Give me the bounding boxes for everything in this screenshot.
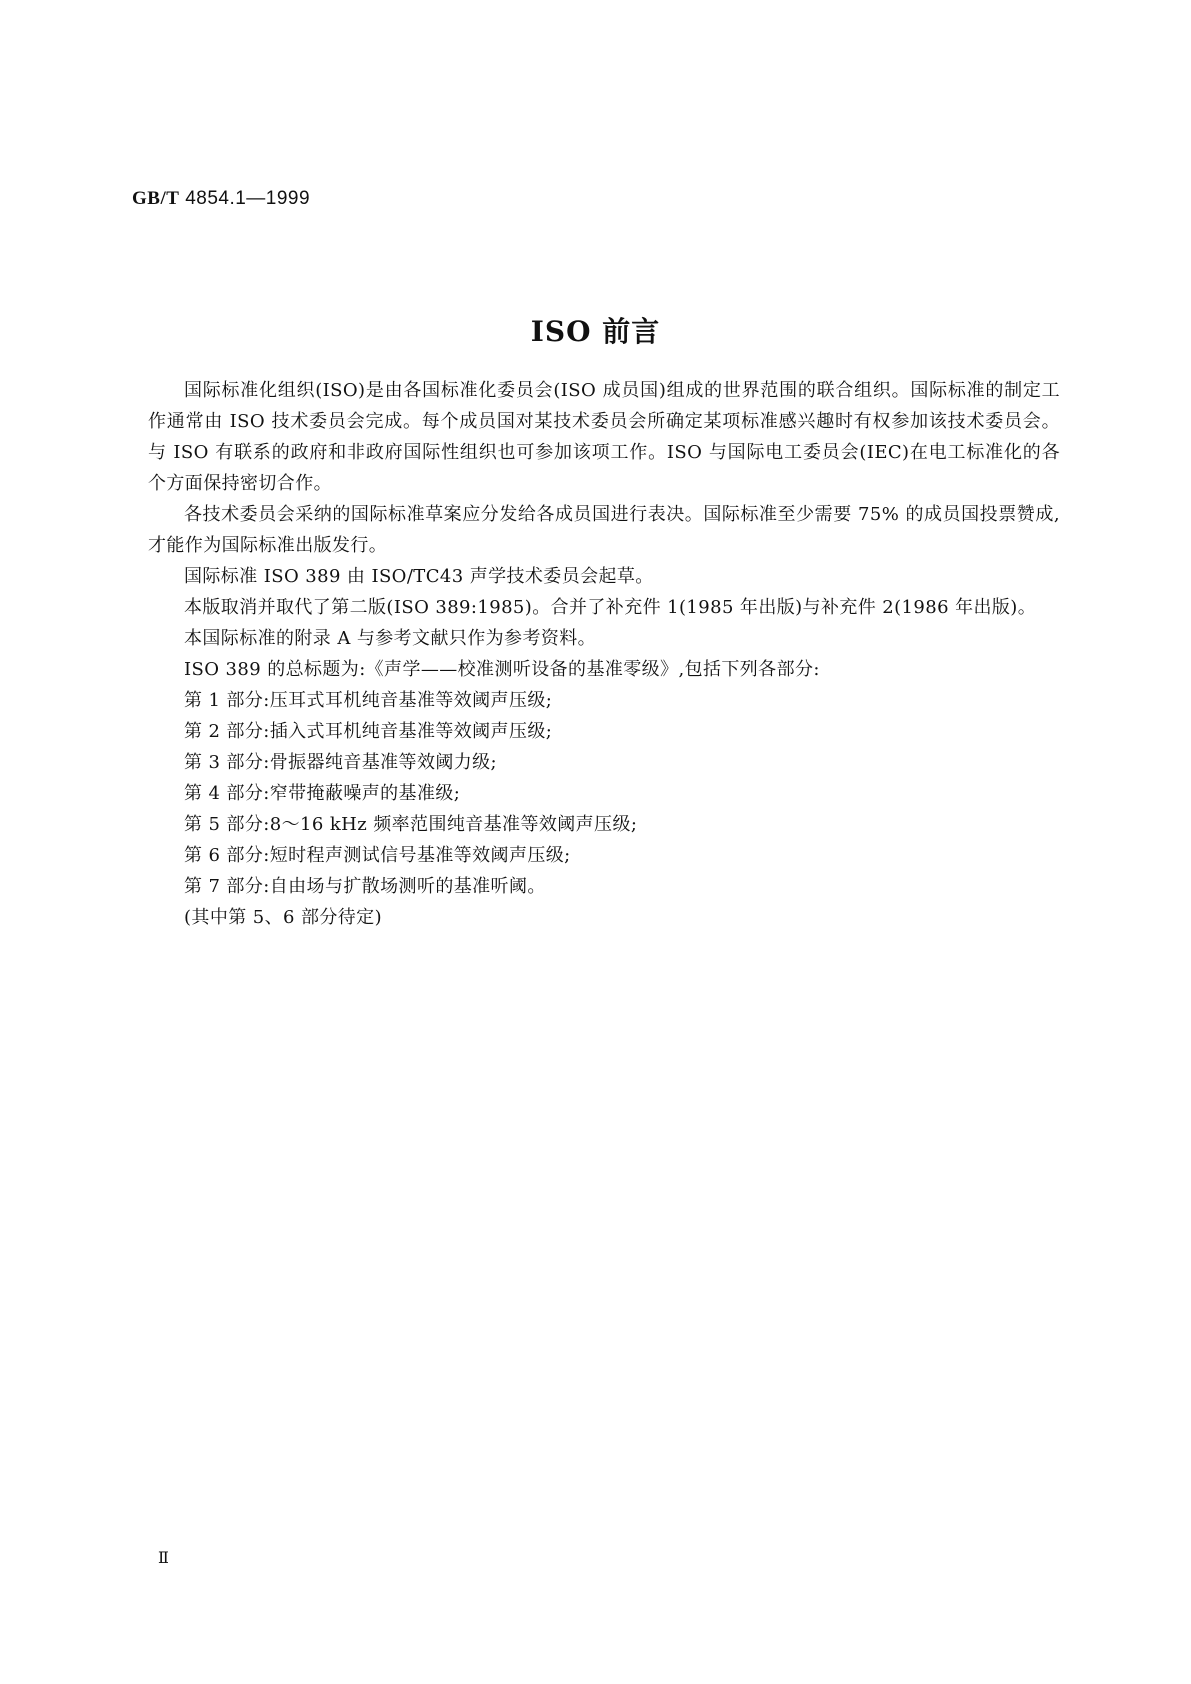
standard-prefix: GB/T [132,188,180,209]
document-body [148,375,1060,933]
paragraph-annex: 本国际标准的附录 A 与参考文献只作为参考资料。 [184,628,597,649]
list-item-part-1: 第 1 部分:压耳式耳机纯音基准等效阈声压级; [184,690,553,711]
page-number: Ⅱ [158,1550,169,1567]
paragraph-general-title: ISO 389 的总标题为:《声学——校准测听设备的基准零级》,包括下列各部分: [184,659,820,680]
list-item-part-7: 第 7 部分:自由场与扩散场测听的基准听阈。 [184,876,546,897]
list-item-part-4: 第 4 部分:窄带掩蔽噪声的基准级; [184,783,461,804]
paragraph-iso-intro: 国际标准化组织(ISO)是由各国标准化委员会(ISO 成员国)组成的世界范围的联合组织。国际标准的制定工作通常由 ISO 技术委员会完成。每个成员国对某技术委员会所确定某项标准感兴趣时有权参加该技术委员会。与 ISO 有联系的政府和非政府国际性组织也可参加该项工作。ISO 与国际电工委员会(IEC)在电工标准化的各个方面保持密切合作。 [148,380,1060,494]
paragraph-voting: 各技术委员会采纳的国际标准草案应分发给各成员国进行表决。国际标准至少需要 75% 的成员国投票赞成,才能作为国际标准出版发行。 [148,504,1060,556]
page-title: ISO 前言 [530,315,661,348]
standard-code [132,188,310,210]
paragraph-edition: 本版取消并取代了第二版(ISO 389:1985)。合并了补充件 1(1985 年出版)与补充件 2(1986 年出版)。 [184,597,1037,618]
list-item-part-3: 第 3 部分:骨振器纯音基准等效阈力级; [184,752,498,773]
paragraph-pending-note: (其中第 5、6 部分待定) [184,907,382,928]
list-item-part-2: 第 2 部分:插入式耳机纯音基准等效阈声压级; [184,721,553,742]
paragraph-drafted-by: 国际标准 ISO 389 由 ISO/TC43 声学技术委员会起草。 [184,566,654,587]
list-item-part-5: 第 5 部分:8～16 kHz 频率范围纯音基准等效阈声压级; [184,814,638,835]
standard-number: 4854.1—1999 [185,188,311,209]
list-item-part-6: 第 6 部分:短时程声测试信号基准等效阈声压级; [184,845,571,866]
